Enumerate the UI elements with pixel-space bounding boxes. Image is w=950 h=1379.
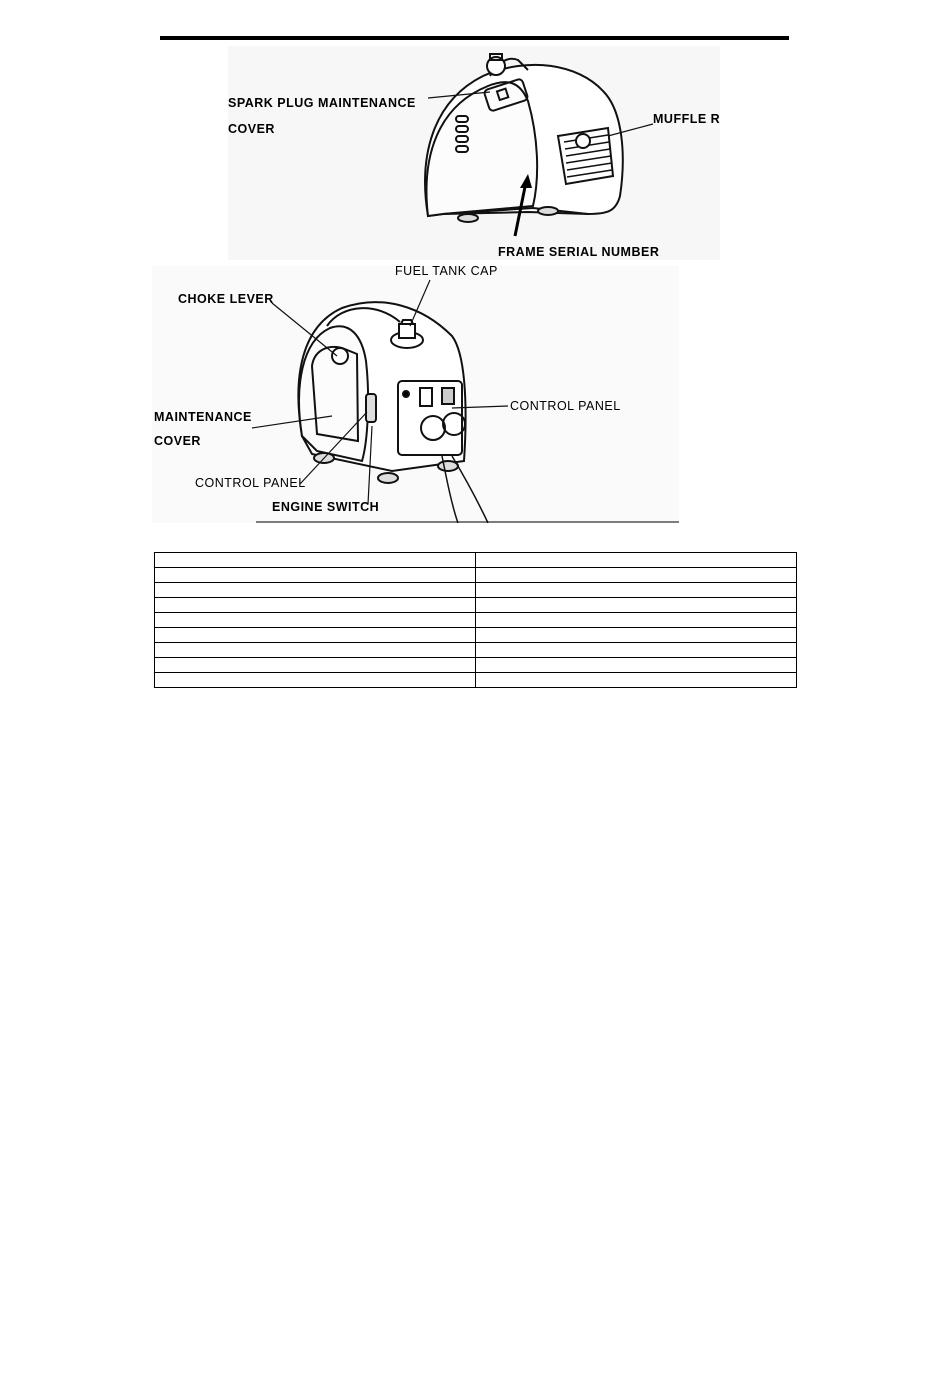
table-cell xyxy=(155,583,476,598)
generator-rear-figure xyxy=(228,46,720,260)
table-cell xyxy=(476,643,797,658)
table-cell xyxy=(476,628,797,643)
label-frame-serial-number: FRAME SERIAL NUMBER xyxy=(498,245,660,259)
label-spark-plug-cover: SPARK PLUG MAINTENANCE xyxy=(228,96,416,110)
table-cell xyxy=(155,598,476,613)
table-row xyxy=(155,658,797,673)
table-row xyxy=(155,628,797,643)
table-row xyxy=(155,583,797,598)
table-row xyxy=(155,643,797,658)
table-row xyxy=(155,673,797,688)
table-cell xyxy=(476,583,797,598)
label-fuel-tank-cap: FUEL TANK CAP xyxy=(395,266,498,278)
generator-front-figure xyxy=(152,266,679,523)
label-maintenance-cover-line2: COVER xyxy=(154,434,201,448)
table-cell xyxy=(155,568,476,583)
table-cell xyxy=(476,613,797,628)
label-control-panel-right: CONTROL PANEL xyxy=(510,399,621,413)
label-engine-switch: ENGINE SWITCH xyxy=(272,500,380,514)
top-rule xyxy=(160,36,789,40)
spec-table xyxy=(154,552,797,688)
table-cell xyxy=(155,613,476,628)
label-choke-lever: CHOKE LEVER xyxy=(178,292,274,306)
table-row xyxy=(155,553,797,568)
table-cell xyxy=(476,598,797,613)
table-cell xyxy=(476,553,797,568)
table-cell xyxy=(155,553,476,568)
table-cell xyxy=(155,658,476,673)
table-cell xyxy=(155,628,476,643)
table-cell xyxy=(476,658,797,673)
table-cell xyxy=(155,643,476,658)
table-cell xyxy=(476,568,797,583)
table-cell xyxy=(155,673,476,688)
table-row xyxy=(155,613,797,628)
table-cell xyxy=(476,673,797,688)
label-maintenance-cover: MAINTENANCE xyxy=(154,410,252,424)
label-spark-plug-cover-line2: COVER xyxy=(228,122,275,136)
label-control-panel-left: CONTROL PANEL xyxy=(195,476,306,490)
label-muffler: MUFFLE R xyxy=(653,112,720,126)
table-row xyxy=(155,598,797,613)
generator-rear-illustration xyxy=(228,46,720,260)
table-row xyxy=(155,568,797,583)
